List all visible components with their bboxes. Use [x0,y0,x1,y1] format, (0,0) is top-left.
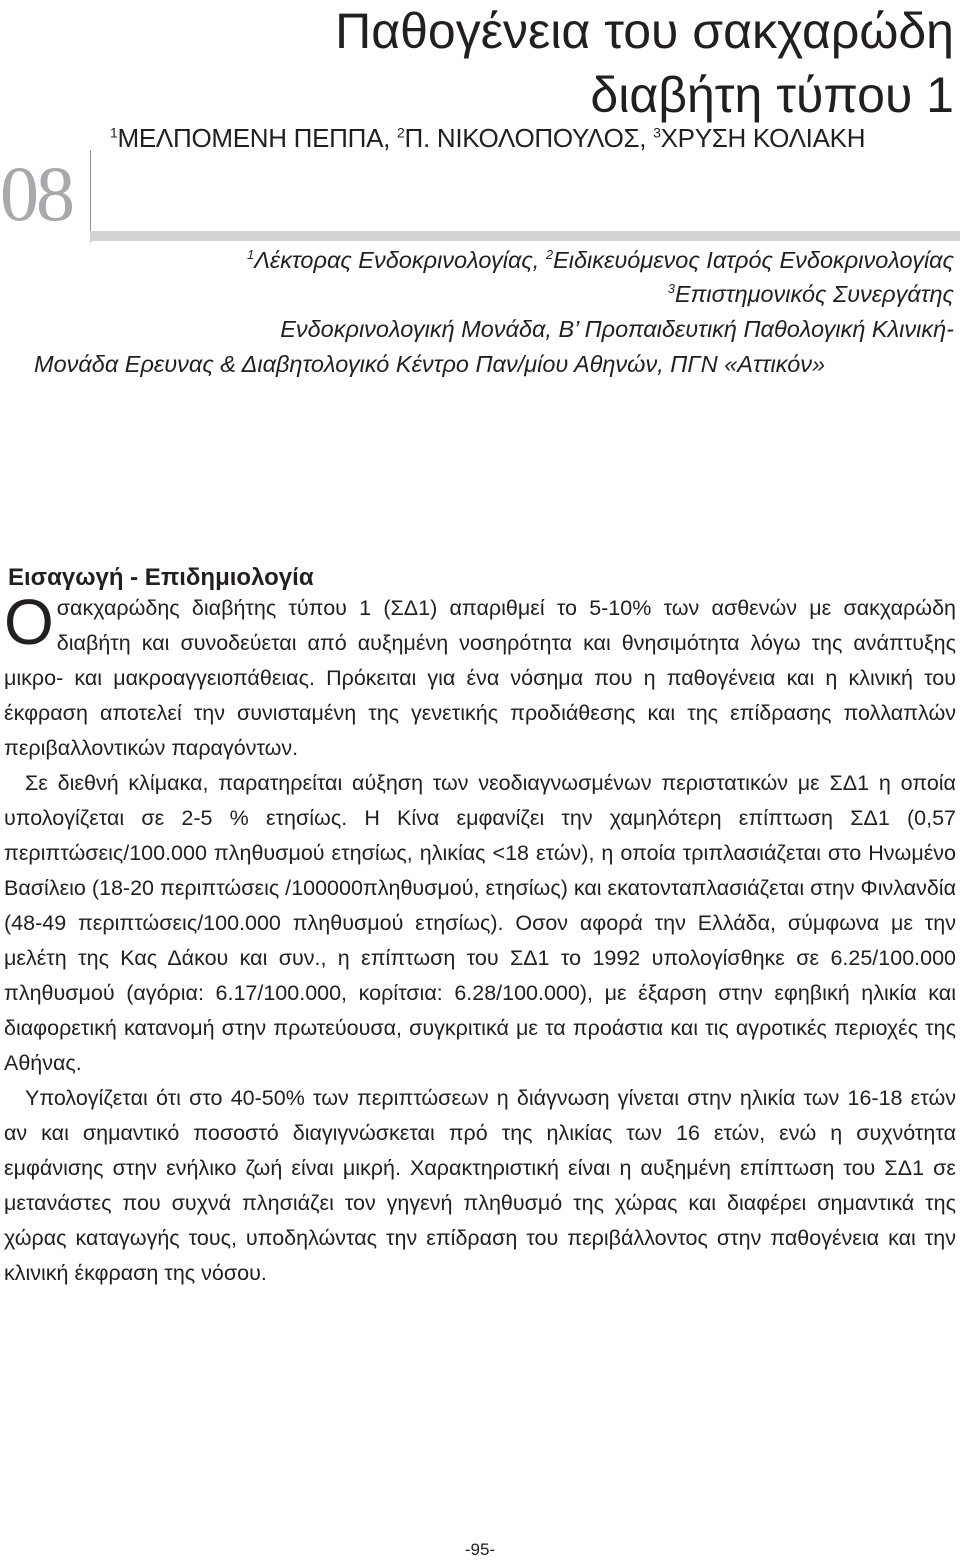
author-2-name: Π. ΝΙΚΟΛΟΠΟΥΛΟΣ, [404,123,654,153]
chapter-title-line-2: διαβήτη τύπου 1 [590,67,954,123]
affiliation-2-text: Ειδικευόμενος Ιατρός Ενδοκρινολογίας [553,247,954,273]
drop-cap: Ο [4,586,54,658]
chapter-number: 08 [0,150,72,237]
author-1-superscript: 1 [110,124,118,141]
author-3-superscript: 3 [653,124,661,141]
author-2-superscript: 2 [397,124,405,141]
paragraph-1 [4,586,956,766]
author-1-name: ΜΕΛΠΟΜΕΝΗ ΠΕΠΠΑ, [117,123,398,153]
affiliation-3-text: Επιστημονικός Συνεργάτης [674,281,954,307]
chapter-divider-bar [90,231,960,241]
paragraph-3: Υπολογίζεται ότι στο 40-50% των περιπτώσεων η διάγνωση γίνεται στην ηλικία των 16-18 ετών αν και σημαντικό ποσοστό διαγιγνώσκεται πρό της ηλικίας των 16 ετών, ενώ η συχνότητα εμφάνισης στην ενήλικο ζωή είναι μικρή. Χαρακτηριστική είναι η αυξημένη επίπτωση του ΣΔ1 σε μετανάστες που συχνά πλησιάζει τον γηγενή πληθυσμό της χώρας και διαφέρει σημαντικά της χώρας καταγωγής τους, υποδηλώντας την επίδραση του περιβάλλοντος στην παθογένεια και την κλινική έκφραση της νόσου. [4,1086,956,1285]
affiliation-line-1 [247,243,954,277]
body-text [4,586,957,1291]
affiliation-line-4: Μονάδα Ερευνας & Διαβητολογικό Κέντρο Παν/μίου Αθηνών, ΠΓΝ «Αττικόν» [34,351,826,377]
authors-line [110,121,865,155]
paragraph-2: Σε διεθνή κλίμακα, παρατηρείται αύξηση των νεοδιαγνωσμένων περιστατικών με ΣΔ1 η οποία υπολογίζεται σε 2-5 % ετησίως. Η Κίνα εμφανίζει την χαμηλότερη επίπτωση ΣΔ1 (0,57 περιπτώσεις/100.000 πληθυσμού ετησίως, ηλικίας <18 ετών), η οποία τριπλασιάζεται στο Ηνωμένο Βασίλειο (18-20 περιπτώσεις /100000πληθυσμού, ετησίως) και εκατονταπλασιάζεται στην Φινλανδία (48-49 περιπτώσεις/100.000 πληθυσμού ετησίως). Οσον αφορά την Ελλάδα, σύμφωνα με την μελέτη της Κας Δάκου και συν., η επίπτωση του ΣΔ1 το 1992 υπολογίσθηκε σε 6.25/100.000 πληθυσμού (αγόρια: 6.17/100.000, κορίτσια: 6.28/100.000), με έξαρση στην εφηβική ηλικία και διαφορετική κατανομή στην πρωτεύουσα, συγκριτικά με τα προάστια και τις αγροτικές περιοχές της Αθήνας. [4,771,957,1075]
author-3-name: ΧΡΥΣΗ ΚΟΛΙΑΚΗ [660,123,866,153]
chapter-title-line-1: Παθογένεια του σακχαρώδη [335,3,954,59]
chapter-divider-vertical [90,150,91,242]
affiliation-line-3: Ενδοκρινολογική Μονάδα, Β’ Προπαιδευτική Παθολογική Κλινική- [280,316,954,342]
page-number: -95- [464,1540,496,1559]
affiliation-3-superscript: 3 [667,281,675,297]
affiliation-1-superscript: 1 [246,247,255,263]
paragraph-1-text: σακχαρώδης διαβήτης τύπου 1 (ΣΔ1) απαριθμεί το 5-10% των ασθενών με σακχαρώδη διαβήτη και συνοδεύεται από αυξημένη νοσηρότητα και θνησιμότητα λόγω της ανάπτυξης μικρο- και μακροαγγειοπάθειας. Πρόκειται για ένα νόσημα που η παθογένεια και η κλινική του έκφραση αποτελεί την συνισταμένη της γενετικής προδιάθεσης και της επίδρασης πολλαπλών περιβαλλοντικών παραγόντων. [4,596,956,760]
section-heading: Εισαγωγή - Επιδημιολογία [8,563,314,591]
affiliation-2-superscript: 2 [545,247,554,263]
affiliation-line-2 [668,277,954,311]
affiliation-1-text: Λέκτορας Ενδοκρινολογίας, [254,247,546,273]
